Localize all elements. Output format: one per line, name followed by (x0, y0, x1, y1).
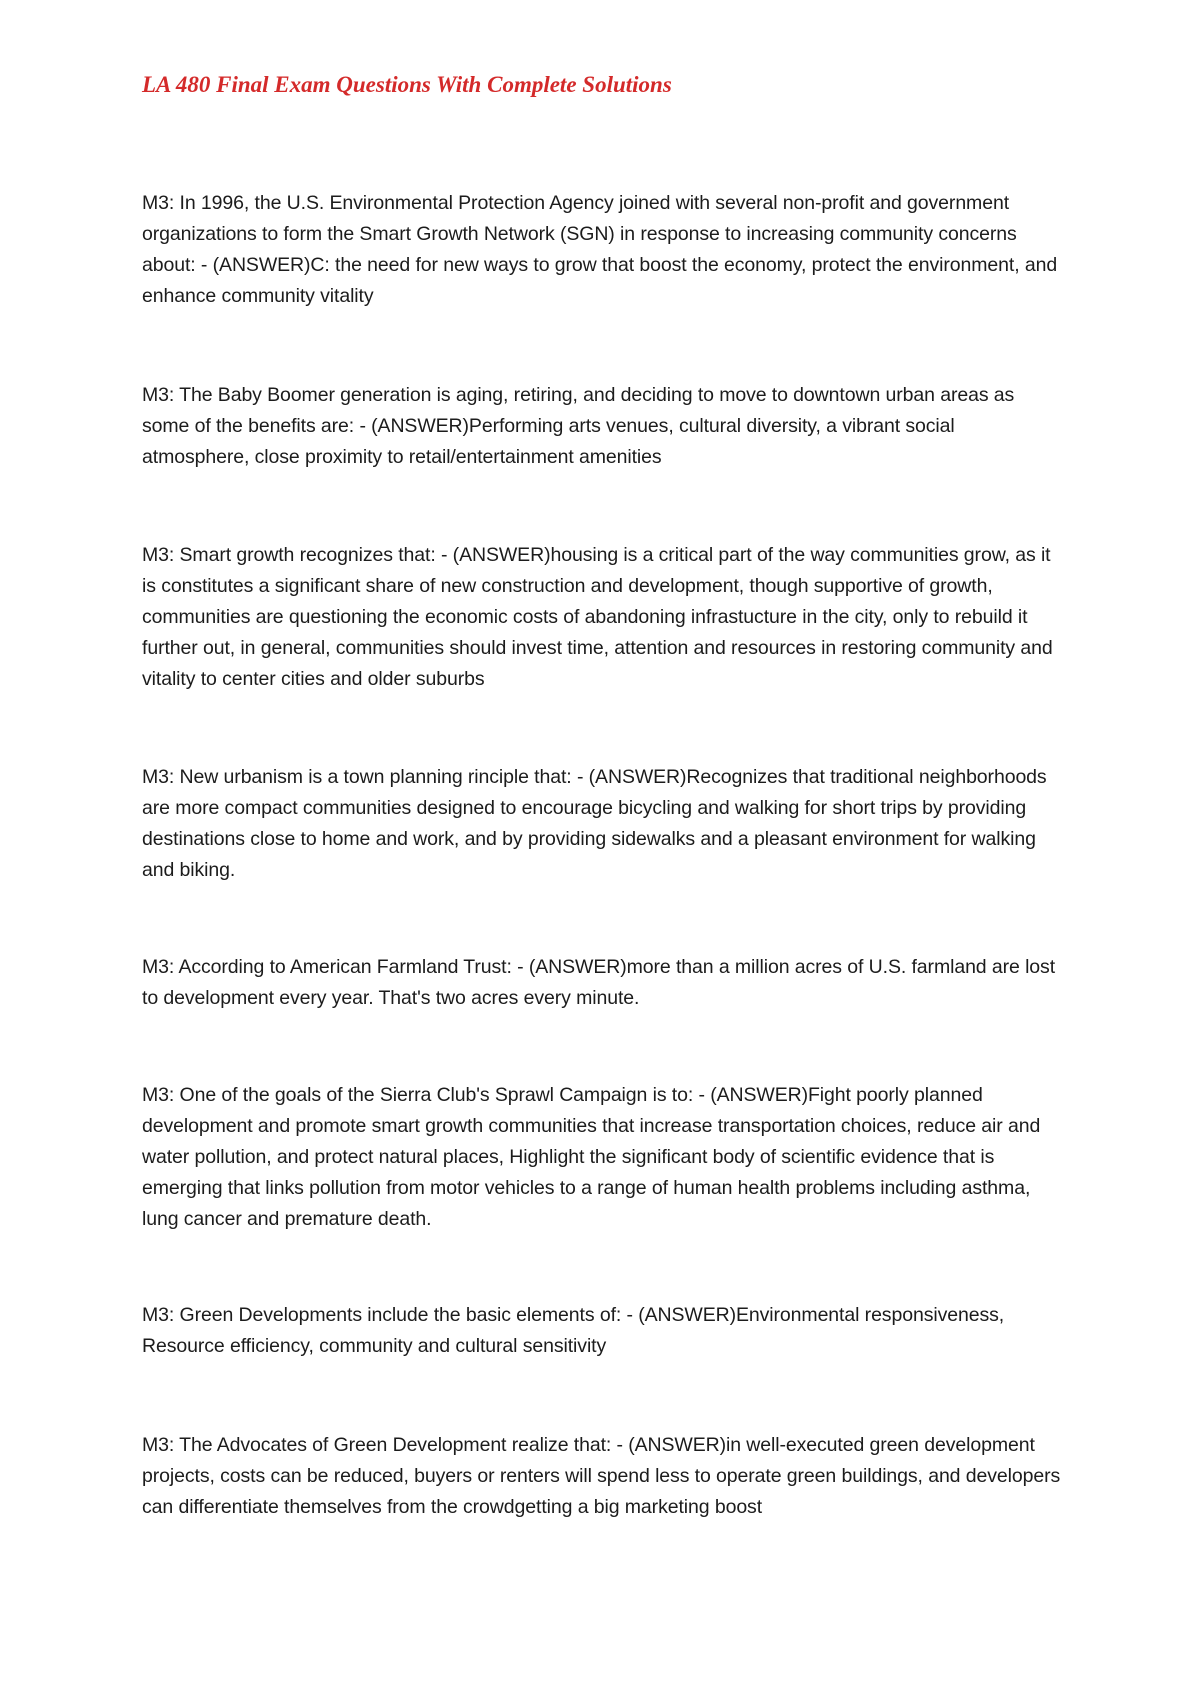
question-answer-4: M3: New urbanism is a town planning rinciple that: - (ANSWER)Recognizes that traditional neighborhoods are more compact communities designed to encourage bicycling and walking for short trips by providing destinations close to home and work, and by providing sidewalks and a pleasant environment for walking and biking. (142, 766, 1047, 881)
document-title: LA 480 Final Exam Questions With Complete Solutions (142, 72, 672, 97)
question-answer-8: M3: The Advocates of Green Development realize that: - (ANSWER)in well-executed green development projects, costs can be reduced, buyers or renters will spend less to operate green buildings, and developers can differentiate themselves from the crowdgetting a big marketing boost (142, 1434, 1061, 1518)
question-answer-1: M3: In 1996, the U.S. Environmental Protection Agency joined with several non-profit and government organizations to form the Smart Growth Network (SGN) in response to increasing community concerns about: - (ANSWER)C: the need for new ways to grow that boost the economy, protect the environment, and enhance community vitality (142, 192, 1058, 307)
question-answer-5: M3: According to American Farmland Trust: - (ANSWER)more than a million acres of U.S. farmland are lost to development every year. That's two acres every minute. (142, 956, 1056, 1009)
question-answer-2: M3: The Baby Boomer generation is aging, retiring, and deciding to move to downtown urban areas as some of the benefits are: - (ANSWER)Performing arts venues, cultural diversity, a vibrant social atmosphere, close proximity to retail/entertainment amenities (142, 384, 1015, 468)
question-answer-7: M3: Green Developments include the basic elements of: - (ANSWER)Environmental responsiveness, Resource efficiency, community and cultural sensitivity (142, 1304, 1005, 1357)
question-answer-6: M3: One of the goals of the Sierra Club's Sprawl Campaign is to: - (ANSWER)Fight poorly planned development and promote smart growth communities that increase transportation choices, reduce air and water pollution, and protect natural places, Highlight the significant body of scientific evidence that is emerging that links pollution from motor vehicles to a range of human health problems including asthma, lung cancer and premature death. (142, 1084, 1041, 1230)
question-answer-3: M3: Smart growth recognizes that: - (ANSWER)housing is a critical part of the way communities grow, as it is constitutes a significant share of new construction and development, though supportive of growth, communities are questioning the economic costs of abandoning infrastucture in the city, only to rebuild it further out, in general, communities should invest time, attention and resources in restoring community and vitality to center cities and older suburbs (142, 544, 1053, 690)
